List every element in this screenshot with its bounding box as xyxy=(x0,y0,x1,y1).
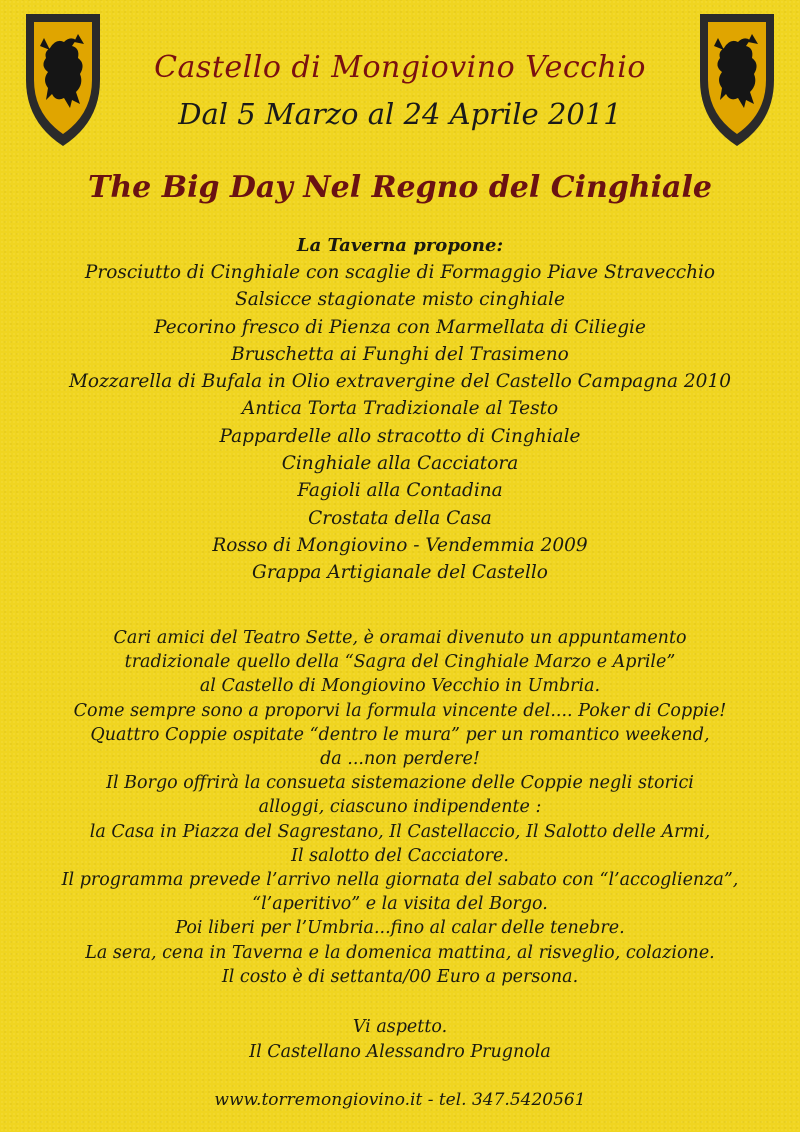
event-headline: The Big Day Nel Regno del Cinghiale xyxy=(88,170,712,205)
letter-line: alloggi, ciascuno indipendente : xyxy=(258,797,542,818)
menu-item: Fagioli alla Contadina xyxy=(297,480,503,502)
coat-of-arms-shield-icon xyxy=(20,10,106,150)
letter-line: Come sempre sono a proporvi la formula vincente del.... Poker di Coppie! xyxy=(73,700,727,721)
letter-line: Il salotto del Cacciatore. xyxy=(291,845,509,866)
menu-item: Prosciutto di Cinghiale con scaglie di Formaggio Piave Stravecchio xyxy=(84,262,716,283)
menu-item: Crostata della Casa xyxy=(308,507,492,529)
coat-of-arms-left xyxy=(20,10,106,150)
menu-item: Rosso di Mongiovino - Vendemmia 2009 xyxy=(212,534,588,556)
event-dates: Dal 5 Marzo al 24 Aprile 2011 xyxy=(178,97,622,131)
contact-info: www.torremongiovino.it - tel. 347.5420561 xyxy=(214,1090,586,1110)
letter-line: “l’aperitivo” e la visita del Borgo. xyxy=(252,894,548,915)
menu-item: Antica Torta Tradizionale al Testo xyxy=(241,398,559,420)
letter-line: La sera, cena in Taverna e la domenica mattina, al risveglio, colazione. xyxy=(85,942,715,963)
menu-list xyxy=(20,259,780,587)
letter-line: Quattro Coppie ospitate “dentro le mura” per un romantico weekend, xyxy=(90,724,710,745)
letter-line: Il Borgo offrirà la consueta sistemazione delle Coppie negli storici xyxy=(106,773,694,794)
letter-line: Il costo è di settanta/00 Euro a persona. xyxy=(221,966,579,987)
menu-item: Grappa Artigianale del Castello xyxy=(252,562,548,584)
coat-of-arms-right xyxy=(694,10,780,150)
coat-of-arms-shield-icon xyxy=(694,10,780,150)
menu-item: Bruschetta ai Funghi del Trasimeno xyxy=(231,343,569,365)
letter-line: Poi liberi per l’Umbria...fino al calar delle tenebre. xyxy=(175,918,625,939)
letter-line: Il programma prevede l’arrivo nella giornata del sabato con “l’accoglienza”, xyxy=(61,870,739,891)
tavern-menu xyxy=(20,233,780,587)
letter-line: al Castello di Mongiovino Vecchio in Umbria. xyxy=(199,676,601,697)
letter-line: tradizionale quello della “Sagra del Cinghiale Marzo e Aprile” xyxy=(124,652,676,673)
signature xyxy=(20,1015,780,1065)
menu-item: Salsicce stagionate misto cinghiale xyxy=(235,289,565,311)
menu-item: Mozzarella di Bufala in Olio extravergine del Castello Campagna 2010 xyxy=(68,371,731,393)
menu-item: Cinghiale alla Cacciatora xyxy=(281,453,519,475)
menu-item: Pecorino fresco di Pienza con Marmellata di Ciliegie xyxy=(154,316,646,338)
menu-item: Pappardelle allo stracotto di Cinghiale xyxy=(219,425,581,447)
signature-greeting: Vi aspetto. xyxy=(352,1017,448,1037)
letter-line: la Casa in Piazza del Sagrestano, Il Castellaccio, Il Salotto delle Armi, xyxy=(89,821,711,842)
letter-line: Cari amici del Teatro Sette, è oramai divenuto un appuntamento xyxy=(113,628,687,648)
invitation-letter xyxy=(20,626,780,989)
letter-line: da ...non perdere! xyxy=(320,749,480,770)
castle-title: Castello di Mongiovino Vecchio xyxy=(154,50,646,85)
signature-name: Il Castellano Alessandro Prugnola xyxy=(249,1042,551,1062)
menu-title: La Taverna propone: xyxy=(296,235,504,256)
